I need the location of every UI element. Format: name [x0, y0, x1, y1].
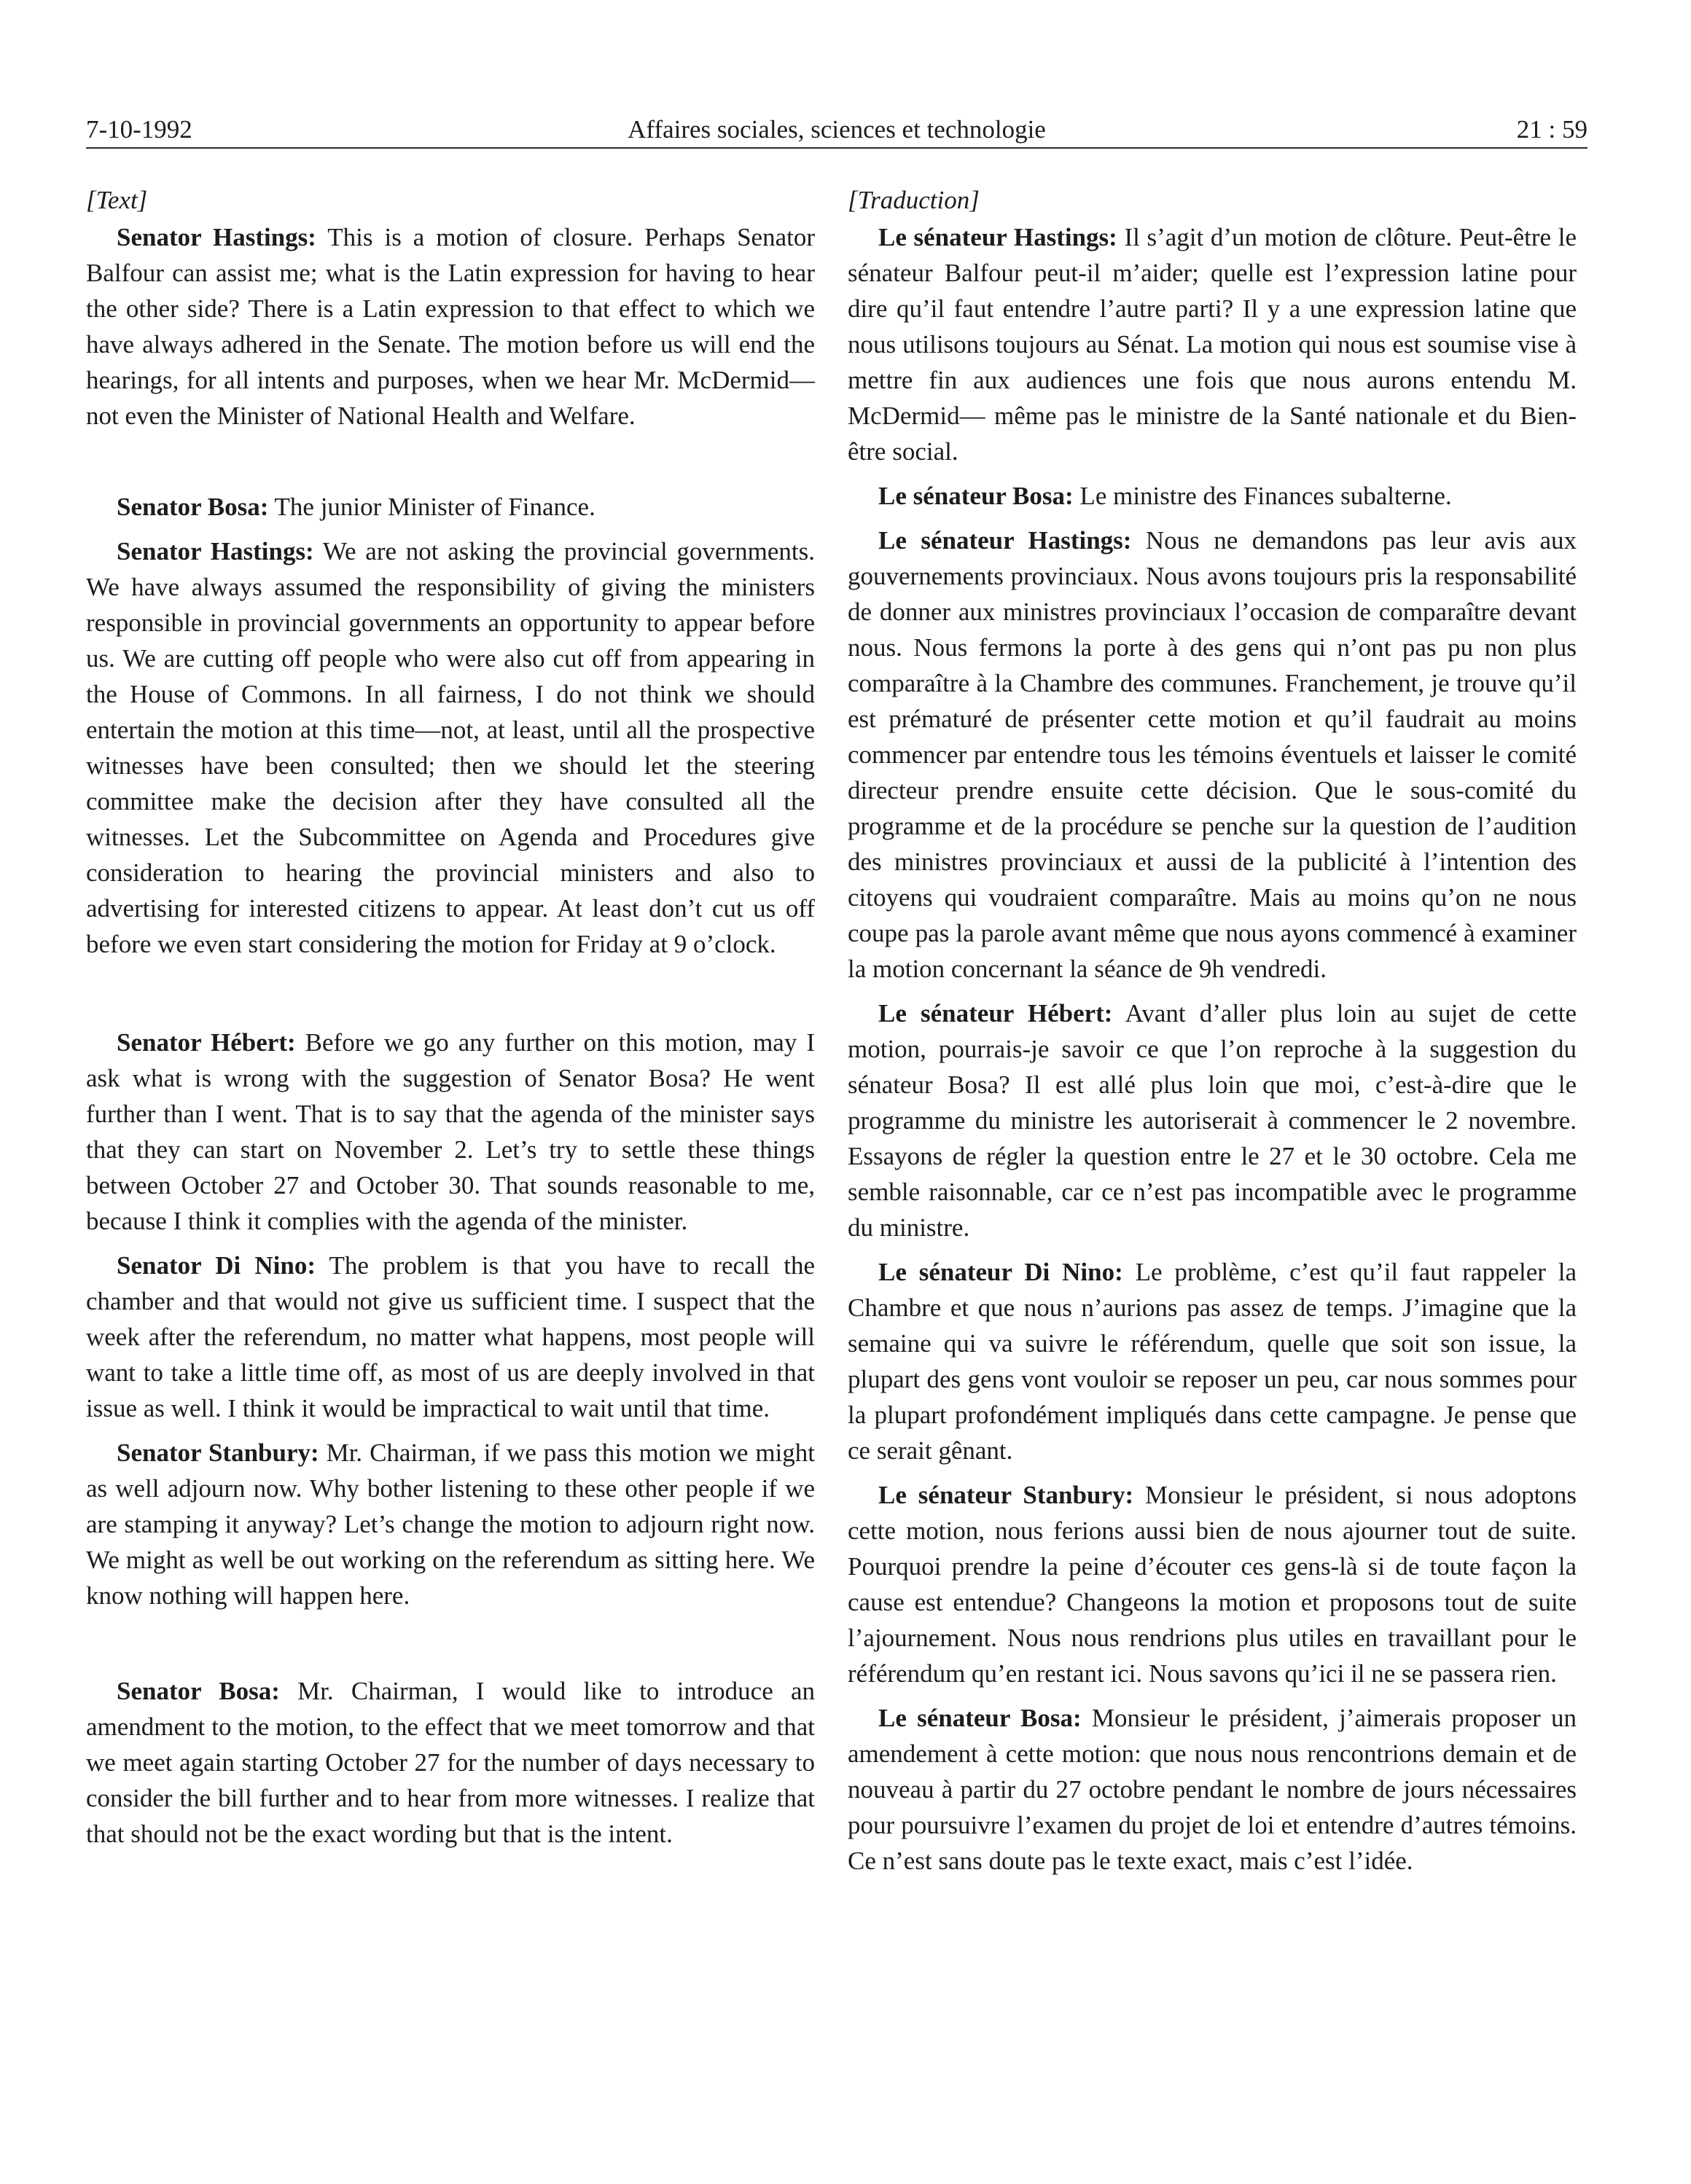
speaker-name: Senator Hastings: — [117, 223, 316, 251]
speaker-name: Le sénateur Bosa: — [878, 1704, 1082, 1732]
speech-text: Avant d’aller plus loin au sujet de cette motion, pourrais-je savoir ce que l’on reproche à la suggestion du sénateur Bosa? Il est allé plus loin que moi, c’est-à-dire que le programme du ministre les autoriserait à commencer le 2 novembre. Essayons de régler la question entre le 27 et le 30 octobre. Cela me semble raisonnable, car ce n’est pas incompatible avec le programme du ministre. — [848, 999, 1577, 1242]
speaker-name: Le sénateur Bosa: — [878, 482, 1074, 510]
english-paragraph-7 — [86, 1673, 815, 1852]
speech-text: Le problème, c’est qu’il faut rappeler la Chambre et que nous n’aurions pas assez de temps. J’imagine que la semaine qui va suivre le référendum, quelle que soit son issue, la plupart des gens vont vouloir se reposer un peu, car nous sommes pour la plupart profondément impliqués dans cette campagne. Je pense que ce serait gênant. — [848, 1258, 1577, 1465]
english-paragraph-4 — [86, 1025, 815, 1239]
speech-text: This is a motion of closure. Perhaps Senator Balfour can assist me; what is the Latin expression for having to hear the other side? There is a Latin expression to that effect to which we have always adhered in the Senate. The motion before us will end the hearings, for all intents and purposes, when we hear Mr. McDermid—not even the Minister of National Health and Welfare. — [86, 223, 815, 430]
english-paragraph-5 — [86, 1248, 815, 1426]
header-date: 7-10-1992 — [86, 115, 192, 144]
speaker-name: Senator Bosa: — [117, 493, 269, 521]
french-paragraph-1 — [848, 219, 1577, 469]
english-paragraph-2 — [86, 489, 815, 525]
speech-text: Mr. Chairman, if we pass this motion we might as well adjourn now. Why bother listening to these other people if we are stamping it anyway? Let’s change the motion to adjourn right now. We might as well be out working on the referendum as sitting here. We know nothing will happen here. — [86, 1439, 815, 1610]
speaker-name: Le sénateur Hastings: — [878, 223, 1117, 251]
french-paragraph-3 — [848, 522, 1577, 987]
english-column — [86, 182, 815, 1852]
speaker-name: Le sénateur Stanbury: — [878, 1481, 1134, 1509]
speaker-name: Senator Stanbury: — [117, 1439, 319, 1467]
speaker-name: Senator Di Nino: — [117, 1251, 316, 1280]
french-paragraph-4 — [848, 995, 1577, 1245]
french-paragraph-5 — [848, 1254, 1577, 1468]
french-paragraph-7 — [848, 1700, 1577, 1879]
speech-text: Monsieur le président, si nous adoptons cette motion, nous ferions aussi bien de nous ajourner tout de suite. Pourquoi prendre la peine d’écouter ces gens-là si de toute façon la cause est entendue? Changeons la motion et proposons tout de suite l’ajournement. Nous nous rendrions plus utiles en travaillant pour le référendum qu’en restant ici. Nous savons qu’ici il ne se passera rien. — [848, 1481, 1577, 1688]
speaker-name: Le sénateur Hastings: — [878, 526, 1132, 555]
speech-text: Le ministre des Finances subalterne. — [1073, 482, 1452, 510]
speech-text: The problem is that you have to recall the chamber and that would not give us sufficient time. I suspect that the week after the referendum, no matter what happens, most people will want to take a little time off, as most of us are deeply involved in that issue as well. I think it would be impractical to wait until that time. — [86, 1251, 815, 1422]
page-header — [86, 109, 1587, 149]
speech-text: Nous ne demandons pas leur avis aux gouvernements provinciaux. Nous avons toujours pris la responsabilité de donner aux ministres provinciaux l’occasion de comparaître devant nous. Nous fermons la porte à des gens qui n’ont pas pu non plus comparaître à la Chambre des communes. Franchement, je trouve qu’il est prématuré de présenter cette motion et qu’il faudrait au moins commencer par entendre tous les témoins éventuels et laisser le comité directeur prendre ensuite cette décision. Que le sous-comité du programme et de la procédure se penche sur la question de l’audition des ministres provinciaux et aussi de la publicité à l’intention des citoyens qui voudraient comparaître. Mais au moins qu’on ne nous coupe pas la parole avant même que nous ayons commencé à examiner la motion concernant la séance de 9h vendredi. — [848, 526, 1577, 983]
english-paragraph-1 — [86, 219, 815, 434]
speaker-name: Senator Hébert: — [117, 1028, 296, 1057]
speaker-name: Le sénateur Di Nino: — [878, 1258, 1123, 1286]
english-paragraph-3 — [86, 533, 815, 962]
french-paragraph-6 — [848, 1477, 1577, 1691]
speech-text: Il s’agit d’un motion de clôture. Peut-être le sénateur Balfour peut-il m’aider; quelle est l’expression latine pour dire qu’il faut entendre l’autre parti? Il y a une expression latine que nous utilisons toujours au Sénat. La motion qui nous est soumise vise à mettre fin aux audiences une fois que nous aurons entendu M. McDermid— même pas le ministre de la Santé nationale et du Bien-être social. — [848, 223, 1577, 466]
speaker-name: Senator Bosa: — [117, 1677, 280, 1705]
speaker-name: Le sénateur Hébert: — [878, 999, 1113, 1028]
french-paragraph-2 — [848, 478, 1577, 514]
french-column — [848, 182, 1577, 1879]
speech-text: The junior Minister of Finance. — [268, 493, 595, 521]
english-paragraph-6 — [86, 1435, 815, 1613]
speech-text: Mr. Chairman, I would like to introduce an amendment to the motion, to the effect that we meet tomorrow and that we meet again starting October 27 for the number of days necessary to consider the bill further and to hear from more witnesses. I realize that that should not be the exact wording but that is the intent. — [86, 1677, 815, 1848]
speaker-name: Senator Hastings: — [117, 537, 314, 565]
header-title: Affaires sociales, sciences et technologie — [628, 115, 1046, 144]
english-label: [Text] — [86, 186, 148, 214]
french-label: [Traduction] — [848, 186, 980, 214]
speech-text: Monsieur le président, j’aimerais proposer un amendement à cette motion: que nous nous rencontrions demain et de nouveau à partir du 27 octobre pendant le nombre de jours nécessaires pour poursuivre l’examen du projet de loi et entendre d’autres témoins. Ce n’est sans doute pas le texte exact, mais c’est l’idée. — [848, 1704, 1577, 1875]
speech-text: We are not asking the provincial governments. We have always assumed the responsibility of giving the ministers responsible in provincial governments an opportunity to appear before us. We are cutting off people who were also cut off from appearing in the House of Commons. In all fairness, I do not think we should entertain the motion at this time—not, at least, until all the prospective witnesses have been consulted; then we should let the steering committee make the decision after they have consulted all the witnesses. Let the Subcommittee on Agenda and Procedures give consideration to hearing the provincial ministers and also to advertising for interested citizens to appear. At least don’t cut us off before we even start considering the motion for Friday at 9 o’clock. — [86, 537, 815, 958]
speech-text: Before we go any further on this motion, may I ask what is wrong with the suggestion of Senator Bosa? He went further than I went. That is to say that the agenda of the minister says that they can start on November 2. Let’s try to settle these things between October 27 and October 30. That sounds reasonable to me, because I think it complies with the agenda of the minister. — [86, 1028, 815, 1235]
header-page-number: 21 : 59 — [1516, 115, 1587, 144]
